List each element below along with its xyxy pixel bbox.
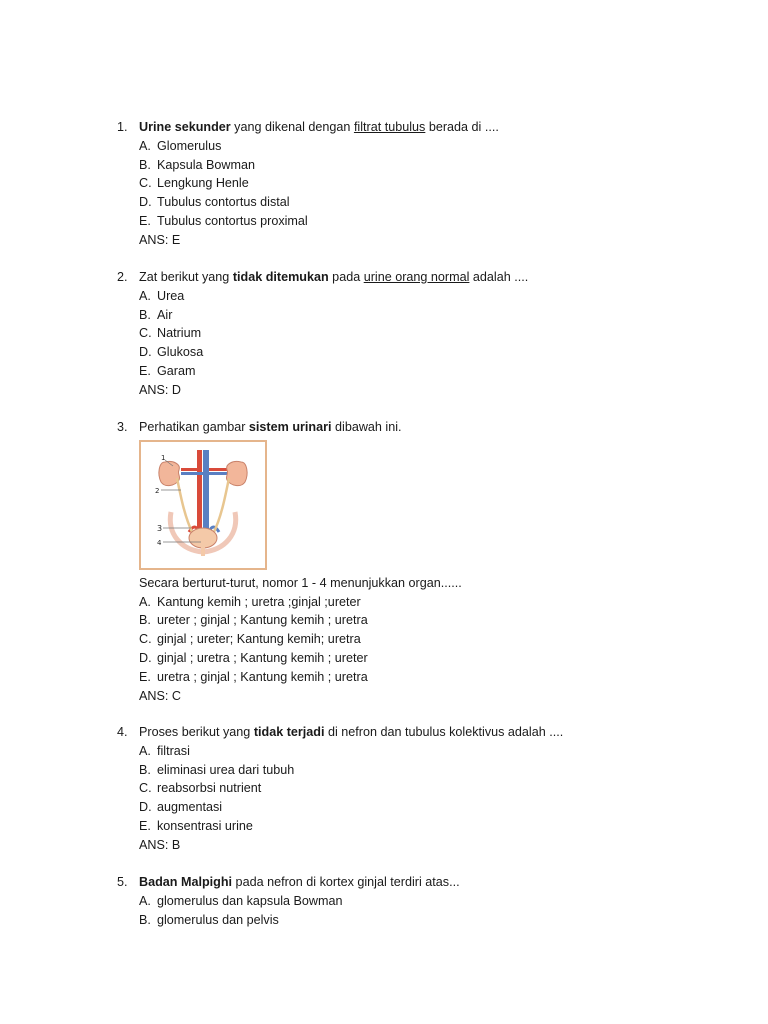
stem-underline: filtrat tubulus — [353, 120, 426, 134]
option: E. konsentrasi urine — [139, 818, 253, 833]
urinary-system-diagram — [141, 442, 265, 568]
question-5 — [117, 873, 717, 929]
option: B. Kapsula Bowman — [139, 157, 256, 172]
question-stem: 2. Zat berikut yang tidak ditemukan pada urine orang normal adalah .... — [117, 270, 529, 284]
vena-cava-vessel — [203, 450, 209, 532]
left-ureter — [177, 478, 193, 534]
left-kidney — [159, 461, 180, 485]
figure-label-3: 3 — [157, 523, 163, 533]
right-ureter — [213, 478, 229, 534]
option: C. Natrium — [139, 326, 202, 341]
option: A. Urea — [139, 288, 185, 303]
option: D. augmentasi — [139, 800, 223, 815]
question-4 — [117, 723, 717, 855]
question-3 — [117, 418, 717, 705]
answer: ANS: B — [139, 837, 181, 852]
stem-bold: tidak terjadi — [253, 725, 325, 739]
question-stem: 4. Proses berikut yang tidak terjadi di nefron dan tubulus kolektivus adalah .... — [117, 725, 564, 739]
bladder — [189, 528, 217, 548]
question-stem: 1. Urine sekunder yang dikenal dengan filtrat tubulus berada di .... — [117, 120, 499, 134]
question-1 — [117, 118, 717, 250]
stem-bold: tidak ditemukan — [232, 270, 329, 284]
question-stem: 3. Perhatikan gambar sistem urinari dibawah ini. — [117, 420, 402, 434]
option: A. Kantung kemih ; uretra ;ginjal ;ureter — [139, 594, 361, 609]
option: E. uretra ; ginjal ; Kantung kemih ; uretra — [139, 669, 368, 684]
option: E. Garam — [139, 363, 196, 378]
option: D. ginjal ; uretra ; Kantung kemih ; ureter — [139, 650, 368, 665]
urinary-system-figure — [139, 440, 267, 570]
figure-label-1: 1 — [161, 453, 166, 462]
option: D. Glukosa — [139, 345, 204, 360]
figure-label-2: 2 — [155, 486, 160, 495]
urethra — [201, 546, 205, 556]
option: A. filtrasi — [139, 743, 190, 758]
answer: ANS: E — [139, 232, 181, 247]
aorta-vessel — [197, 450, 202, 532]
question-substem: Secara berturut-turut, nomor 1 - 4 menunjukkan organ...... — [139, 575, 462, 590]
answer: ANS: C — [139, 688, 181, 703]
stem-bold: Badan Malpighi — [139, 875, 233, 889]
option: D. Tubulus contortus distal — [139, 195, 290, 210]
option: A. glomerulus dan kapsula Bowman — [139, 893, 343, 908]
question-2 — [117, 268, 717, 400]
option: E. Tubulus contortus proximal — [139, 213, 308, 228]
option: B. Air — [139, 307, 173, 322]
question-stem: 5. Badan Malpighi pada nefron di kortex ginjal terdiri atas... — [117, 875, 460, 889]
stem-bold: sistem urinari — [248, 420, 332, 434]
stem-underline: urine orang normal — [363, 270, 470, 284]
answer: ANS: D — [139, 382, 181, 397]
option: C. reabsorbsi nutrient — [139, 781, 262, 796]
right-kidney — [226, 461, 247, 485]
option: B. glomerulus dan pelvis — [139, 912, 279, 927]
option: C. Lengkung Henle — [139, 176, 249, 191]
option: C. ginjal ; ureter; Kantung kemih; uretra — [139, 632, 361, 647]
option: B. ureter ; ginjal ; Kantung kemih ; uretra — [139, 613, 368, 628]
option: A. Glomerulus — [139, 138, 222, 153]
figure-label-4: 4 — [157, 538, 162, 547]
stem-bold: Urine sekunder — [139, 120, 231, 134]
option: B. eliminasi urea dari tubuh — [139, 762, 295, 777]
